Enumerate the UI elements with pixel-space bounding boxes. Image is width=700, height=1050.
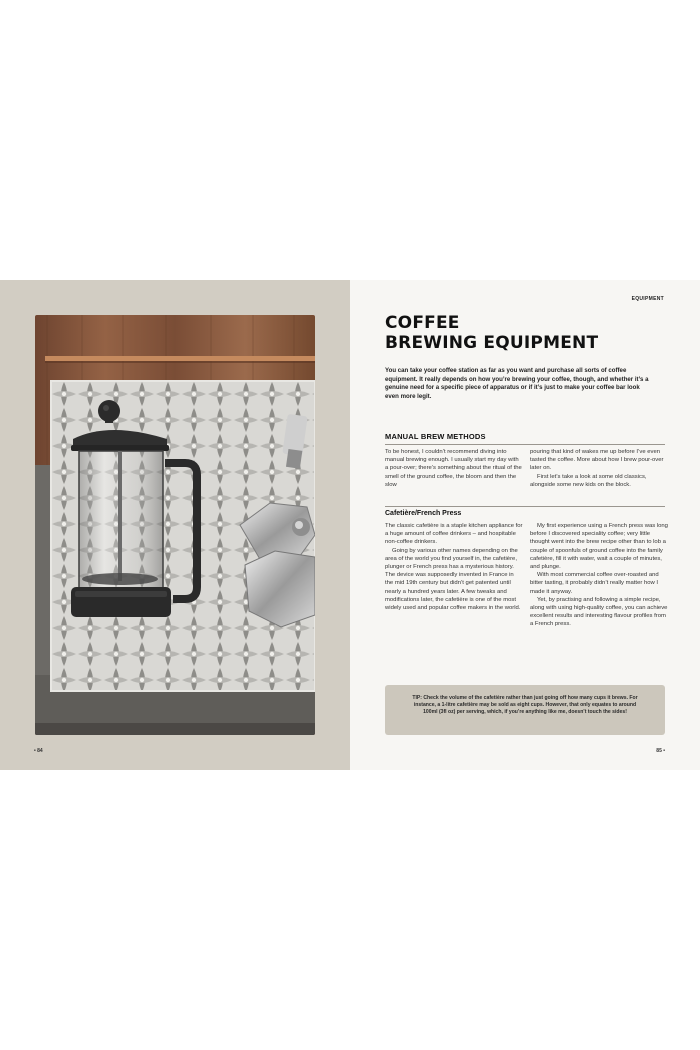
- section-divider: [385, 444, 665, 445]
- running-head: EQUIPMENT: [631, 296, 664, 302]
- page-title: [385, 313, 598, 353]
- page-number-right: 85 •: [656, 748, 665, 754]
- section-heading-french-press: Cafetière/French Press: [385, 510, 462, 517]
- press-column-right: [530, 522, 668, 629]
- body-paragraph: pouring that kind of wakes me up before I’ve even tasted the coffee. More about how I brew pour-over later on.: [530, 449, 664, 472]
- body-paragraph: The classic cafetière is a staple kitchen appliance for a huge amount of coffee drinkers – and hospitable non-coffee drinkers.: [385, 523, 523, 546]
- book-spread: [0, 280, 700, 770]
- right-page: [350, 280, 700, 770]
- section-divider: [385, 506, 665, 507]
- tip-box: [385, 685, 665, 735]
- body-paragraph: First let’s take a look at some old classics, alongside some new kids on the block.: [530, 473, 647, 488]
- body-paragraph: My first experience using a French press was long before I discovered speciality coffee; very little thought went into the brew recipe other than to lob a couple of spoonfuls of ground coffee into the family cafetière, fill it with water, wait a couple of minutes, and plunge.: [530, 523, 668, 571]
- page-number-left: • 84: [34, 748, 43, 754]
- body-paragraph: Yet, by practising and following a simple recipe, along with using high-quality coffee, you can achieve excellent results and interesting flavour profiles from a French press.: [530, 596, 668, 628]
- french-press-photo: [35, 315, 315, 735]
- page-title-line-1: COFFEE: [385, 313, 460, 333]
- press-column-left: [385, 522, 523, 612]
- intro-paragraph: You can take your coffee station as far as you want and purchase all sorts of coffee equipment. It really depends on how you’re brewing your coffee, though, and whether it’s a genuine need for a specific piece of apparatus or if it’s just to make your coffee bar look even more legit.: [385, 367, 649, 400]
- body-paragraph: To be honest, I couldn’t recommend diving into manual brewing enough. I usually start my day with a pour-over; there’s something about the ritual of the smell of the ground coffee, the bloom and then the slow: [385, 449, 522, 488]
- section-heading-manual-brew: MANUAL BREW METHODS: [385, 432, 486, 441]
- body-paragraph: Going by various other names depending on the area of the world you find yourself in, the cafetière, plunger or French press has a mysterious history. The device was supposedly invented in France in the mid 19th century but didn’t get patented until nearly a hundred years later. A few tweaks and modifications later, the cafetière is one of the most widely used and popular coffee makers in the world.: [385, 547, 521, 612]
- left-page: [0, 280, 350, 770]
- tip-text: TIP: Check the volume of the cafetière rather than just going off how many cups it brews. For instance, a 1-litre cafetière may be sold as eight cups. However, that only equates to around 100ml (3fl oz) per serving, which, if you’re anything like me, doesn’t touch the sides!: [412, 695, 638, 716]
- body-paragraph: With most commercial coffee over-roasted and bitter tasting, it probably didn’t really matter how I made it anyway.: [530, 572, 659, 595]
- manual-column-right: [530, 448, 668, 489]
- french-press-photo-illustration: [35, 315, 315, 735]
- manual-column-left: [385, 448, 523, 489]
- page-title-line-2: BREWING EQUIPMENT: [385, 333, 599, 353]
